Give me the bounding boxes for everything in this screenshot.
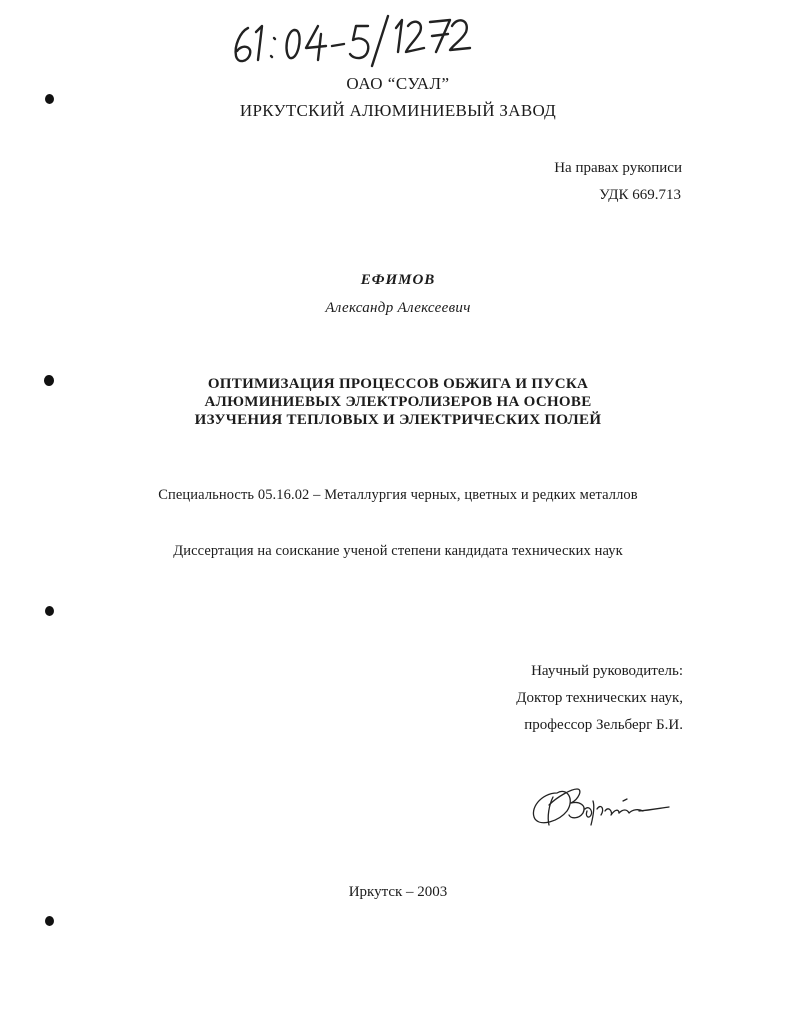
signature-drawing xyxy=(527,775,672,835)
title-line: ИЗУЧЕНИЯ ТЕПЛОВЫХ И ЭЛЕКТРИЧЕСКИХ ПОЛЕЙ xyxy=(194,412,602,428)
degree-line: Диссертация на соискание ученой степени кандидата технических наук xyxy=(173,543,623,559)
plant-name: ИРКУТСКИЙ АЛЮМИНИЕВЫЙ ЗАВОД xyxy=(239,101,557,120)
supervisor-block xyxy=(516,658,683,739)
manuscript-rights-note: На правах рукописи xyxy=(554,160,682,176)
supervisor-name: профессор Зельберг Б.И. xyxy=(524,717,683,733)
binder-hole-mark xyxy=(45,606,54,616)
supervisor-heading: Научный руководитель: xyxy=(531,663,683,679)
handwritten-archive-number-drawing xyxy=(226,6,476,68)
author-surname: ЕФИМОВ xyxy=(360,272,436,288)
handwritten-signature xyxy=(527,775,672,835)
binder-hole-mark xyxy=(44,375,54,386)
organization-name: ОАО “СУАЛ” xyxy=(346,74,450,93)
author-given-names: Александр Алексеевич xyxy=(325,300,471,316)
udk-code: УДК 669.713 xyxy=(599,187,681,203)
handwritten-archive-number xyxy=(226,6,476,68)
city-and-year: Иркутск – 2003 xyxy=(348,884,448,900)
binder-hole-mark xyxy=(45,94,54,104)
supervisor-degree: Доктор технических наук, xyxy=(516,690,683,706)
title-line: ОПТИМИЗАЦИЯ ПРОЦЕССОВ ОБЖИГА И ПУСКА xyxy=(207,376,589,392)
binder-hole-mark xyxy=(45,916,54,926)
title-line: АЛЮМИНИЕВЫХ ЭЛЕКТРОЛИЗЕРОВ НА ОСНОВЕ xyxy=(204,394,592,410)
specialty-line: Специальность 05.16.02 – Металлургия черных, цветных и редких металлов xyxy=(158,487,638,503)
dissertation-title xyxy=(0,375,796,429)
